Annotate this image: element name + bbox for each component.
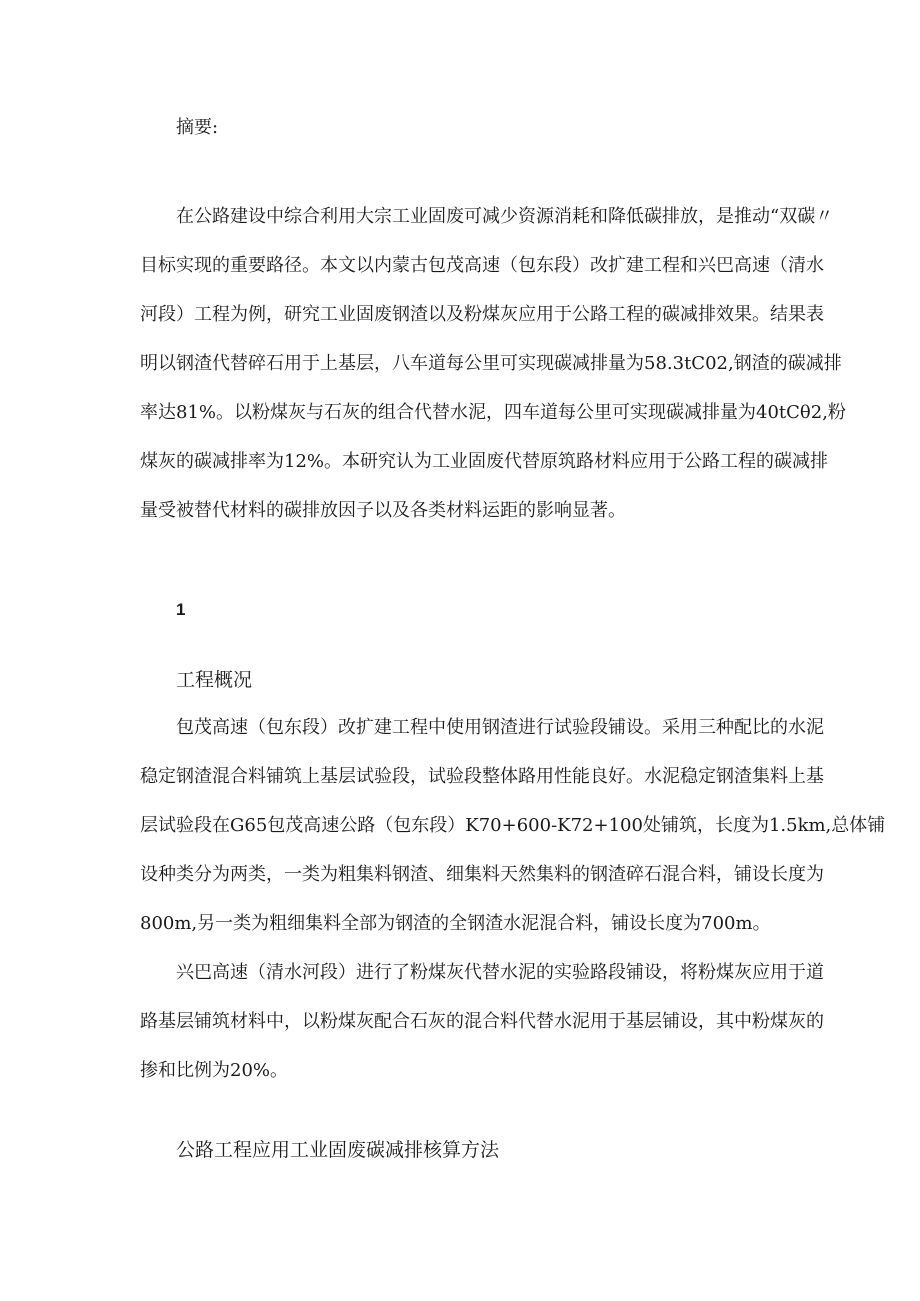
body-line: 800m,另一类为粗细集料全部为钢渣的全钢渣水泥混合料，铺设长度为700m。 [140, 913, 771, 934]
abstract-line: 煤灰的碳减排率为12%。本研究认为工业固废代替原筑路材料应用于公路工程的碳减排 [140, 451, 829, 472]
body-line: 掺和比例为20%。 [140, 1060, 289, 1081]
body-line: 兴巴高速（清水河段）进行了粉煤灰代替水泥的实验路段铺设，将粉煤灰应用于道 [176, 962, 824, 983]
abstract-line: 目标实现的重要路径。本文以内蒙古包茂高速（包东段）改扩建工程和兴巴高速（清水 [140, 255, 824, 276]
section-heading: 工程概况 [176, 669, 253, 691]
body-line: 层试验段在G65包茂高速公路（包东段）K70+600-K72+100处铺筑，长度为1.5km,总体铺 [140, 815, 886, 836]
abstract-line: 在公路建设中综合利用大宗工业固废可减少资源消耗和降低碳排放，是推动“双碳〃 [176, 206, 834, 227]
body-line: 稳定钢渣混合料铺筑上基层试验段，试验段整体路用性能良好。水泥稳定钢渣集料上基 [140, 766, 824, 787]
abstract-heading: 摘要: [176, 117, 219, 138]
body-line: 路基层铺筑材料中，以粉煤灰配合石灰的混合料代替水泥用于基层铺设，其中粉煤灰的 [140, 1011, 824, 1032]
section-number: 1 [176, 600, 186, 619]
body-line: 包茂高速（包东段）改扩建工程中使用钢渣进行试验段铺设。采用三种配比的水泥 [176, 717, 824, 738]
body-line: 设种类分为两类，一类为粗集料钢渣、细集料天然集料的钢渣碎石混合料，铺设长度为 [140, 864, 824, 885]
abstract-line: 率达81%。以粉煤灰与石灰的组合代替水泥，四车道每公里可实现碳减排量为40tCθ2,粉 [140, 402, 846, 423]
section-heading: 公路工程应用工业固废碳减排核算方法 [176, 1139, 500, 1161]
abstract-line: 明以钢渣代替碎石用于上基层，八车道每公里可实现碳减排量为58.3tC02,钢渣的碳减排 [140, 353, 842, 374]
abstract-line: 量受被替代材料的碳排放因子以及各类材料运距的影响显著。 [140, 500, 626, 521]
abstract-line: 河段）工程为例，研究工业固废钢渣以及粉煤灰应用于公路工程的碳减排效果。结果表 [140, 304, 824, 325]
